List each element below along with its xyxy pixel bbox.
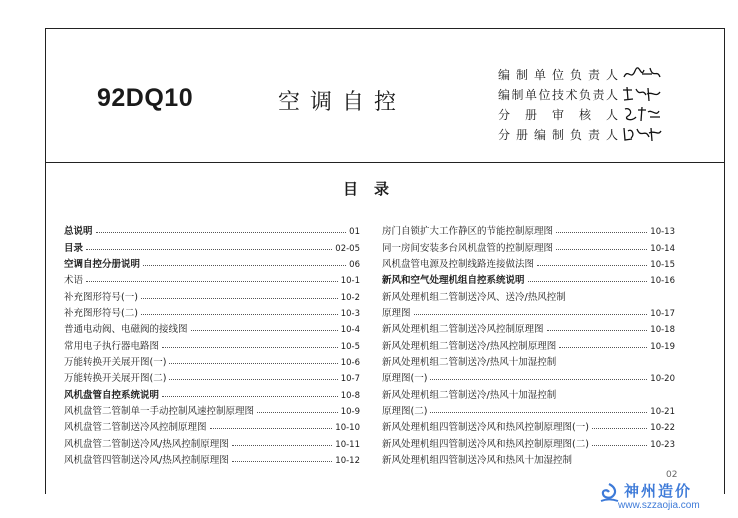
toc-entry (382, 270, 675, 286)
toc-entry-page: 10-10 (335, 423, 360, 434)
toc-column-right (382, 221, 675, 466)
toc-leader-dots (162, 347, 338, 348)
toc-entry-title: 风机盘管四管制送冷风/热风控制原理图 (64, 455, 229, 467)
toc-heading: 目录 (343, 180, 406, 198)
handwritten-signature (622, 105, 662, 123)
responsibility-label: 编制单位负责人 (498, 67, 618, 82)
responsibility-block (498, 64, 662, 144)
toc-entry-page: 10-17 (650, 309, 675, 320)
toc-entry-page: 10-21 (650, 407, 675, 418)
toc-entry (64, 237, 360, 253)
toc-entry-page: 10-19 (650, 341, 675, 352)
toc-entry (64, 384, 360, 400)
toc-entry (64, 401, 360, 417)
toc-entry (382, 417, 675, 433)
watermark (598, 479, 728, 511)
watermark-logo-icon (598, 482, 620, 504)
toc-entry-title: 补充图形符号(二) (64, 308, 138, 320)
toc-entry-page: 10-20 (650, 374, 675, 385)
toc-entry-page: 10-12 (335, 456, 360, 467)
toc-leader-dots (592, 445, 647, 446)
toc-entry-page: 06 (349, 260, 360, 271)
toc-entry-title: 同一房间安装多台风机盘管的控制原理图 (382, 242, 554, 254)
toc-entry-page: 10-23 (650, 439, 675, 450)
watermark-url: www.szzaojia.com (618, 500, 700, 511)
toc-leader-dots (556, 232, 647, 233)
toc-entry-page: 10-4 (340, 325, 360, 336)
toc-entry-title: 补充图形符号(一) (64, 291, 138, 303)
watermark-text: 神州造价 (624, 482, 693, 500)
toc-entry-title: 风机盘管二管制送冷风/热风控制原理图 (64, 438, 229, 450)
toc-entry (382, 401, 675, 417)
toc-entry-page: 10-11 (335, 439, 360, 450)
toc-entry (382, 335, 675, 351)
toc-entry-title: 新风处理机组四管制送冷风和热风控制原理图(一) (382, 422, 589, 434)
toc-entry (382, 303, 675, 319)
toc-entry (382, 237, 675, 253)
page-title: 空调自控 (278, 90, 407, 115)
toc-entry-title: 空调自控分册说明 (64, 259, 141, 271)
toc-entry-page: 10-6 (340, 358, 360, 369)
toc-leader-dots (592, 428, 647, 429)
toc-leader-dots (143, 265, 346, 266)
responsibility-label: 分册编制负责人 (498, 127, 618, 142)
toc-leader-dots (537, 265, 647, 266)
toc-leader-dots (547, 330, 648, 331)
toc-entry-title: 风机盘管二管制送冷风控制原理图 (64, 422, 207, 434)
toc-entry-title: 房门自锁扩大工作静区的节能控制原理图 (382, 226, 554, 238)
toc-entry (64, 254, 360, 270)
toc-entry-title: 术语 (64, 275, 84, 287)
toc-entry-title: 新风处理机组二管制送冷/热风十加湿控制 (382, 389, 557, 401)
toc-entry-page: 10-2 (340, 292, 360, 303)
toc-entry-title: 普通电动阀、电磁阀的接线图 (64, 324, 188, 336)
toc-entry-title: 新风处理机组四管制送冷风和热风十加湿控制 (382, 455, 573, 467)
responsibility-row (498, 64, 662, 84)
toc-entry-page: 10-5 (340, 341, 360, 352)
toc-entry-title: 新风处理机组二管制送冷风控制原理图 (382, 324, 544, 336)
toc-entry (64, 335, 360, 351)
toc-leader-dots (86, 281, 338, 282)
toc-entry (382, 368, 675, 384)
toc-entry-title: 风机盘管电源及控制线路连接做法图 (382, 259, 535, 271)
toc-leader-dots (210, 428, 333, 429)
toc-leader-dots (528, 281, 648, 282)
toc-entry-title: 风机盘管二管制单一手动控制风速控制原理图 (64, 406, 255, 418)
toc-entry (64, 352, 360, 368)
toc-leader-dots (162, 396, 338, 397)
toc-entry-page: 10-7 (340, 374, 360, 385)
toc-entry-page: 10-15 (650, 260, 675, 271)
toc-entry-page: 10-13 (650, 227, 675, 238)
toc-entry (382, 319, 675, 335)
toc-leader-dots (430, 379, 647, 380)
toc-entry (64, 221, 360, 237)
toc-entry (382, 286, 675, 302)
toc-entry-title: 总说明 (64, 226, 93, 238)
toc-entry-page: 10-18 (650, 325, 675, 336)
toc-leader-dots (86, 249, 332, 250)
toc-entry-page: 02-05 (335, 243, 360, 254)
toc-entry-page: 10-14 (650, 243, 675, 254)
toc-entry-title: 原理图 (382, 308, 411, 320)
page-number: 02 (666, 470, 678, 480)
toc-entry-page: 10-16 (650, 276, 675, 287)
toc-entry-title: 新风处理机组二管制送冷/热风十加湿控制 (382, 357, 557, 369)
header-divider (45, 162, 725, 163)
toc-entry-title: 原理图(一) (382, 373, 428, 385)
toc-column-left (64, 221, 360, 466)
toc-entry-title: 新风和空气处理机组自控系统说明 (382, 275, 525, 287)
toc-entry-title: 新风处理机组四管制送冷风和热风控制原理图(二) (382, 438, 589, 450)
toc-leader-dots (257, 412, 338, 413)
toc-entry-title: 原理图(二) (382, 406, 428, 418)
toc-leader-dots (169, 379, 337, 380)
responsibility-row (498, 104, 662, 124)
toc-entry (64, 417, 360, 433)
toc-entry (382, 384, 675, 400)
toc-leader-dots (169, 363, 337, 364)
responsibility-row (498, 124, 662, 144)
toc-leader-dots (232, 461, 333, 462)
toc-entry (382, 221, 675, 237)
toc-entry (64, 286, 360, 302)
toc-entry-page: 10-22 (650, 423, 675, 434)
toc-entry-title: 风机盘管自控系统说明 (64, 389, 160, 401)
toc-leader-dots (232, 445, 333, 446)
toc-leader-dots (430, 412, 647, 413)
handwritten-signature (622, 125, 662, 143)
toc-entry-page: 01 (349, 227, 360, 238)
toc-entry-title: 常用电子执行器电路图 (64, 340, 160, 352)
toc-leader-dots (559, 347, 647, 348)
toc-entry (64, 319, 360, 335)
toc-entry (382, 450, 675, 466)
toc-entry-page: 10-8 (340, 390, 360, 401)
toc-entry (64, 450, 360, 466)
atlas-code: 92DQ10 (97, 84, 194, 112)
toc-entry-title: 新风处理机组二管制送冷/热风控制原理图 (382, 340, 557, 352)
toc-leader-dots (191, 330, 338, 331)
responsibility-label: 分册审核人 (498, 107, 618, 122)
toc-leader-dots (141, 298, 338, 299)
toc-leader-dots (141, 314, 338, 315)
toc-leader-dots (96, 232, 347, 233)
toc-leader-dots (556, 249, 647, 250)
toc-entry (382, 254, 675, 270)
handwritten-signature (622, 65, 662, 83)
responsibility-label: 编制单位技术负责人 (498, 87, 618, 102)
toc-entry-title: 万能转换开关展开图(二) (64, 373, 167, 385)
toc-entry-page: 10-1 (340, 276, 360, 287)
toc-entry-title: 目录 (64, 242, 84, 254)
toc-entry-title: 万能转换开关展开图(一) (64, 357, 167, 369)
toc-entry-page: 10-9 (340, 407, 360, 418)
toc-entry (64, 270, 360, 286)
toc-entry-title: 新风处理机组二管制送冷风、送冷/热风控制 (382, 291, 566, 303)
toc-entry (382, 352, 675, 368)
toc-entry (64, 303, 360, 319)
toc-entry (64, 433, 360, 449)
toc-entry-page: 10-3 (340, 309, 360, 320)
responsibility-row (498, 84, 662, 104)
toc-entry (64, 368, 360, 384)
handwritten-signature (622, 85, 662, 103)
toc-entry (382, 433, 675, 449)
toc-leader-dots (414, 314, 648, 315)
